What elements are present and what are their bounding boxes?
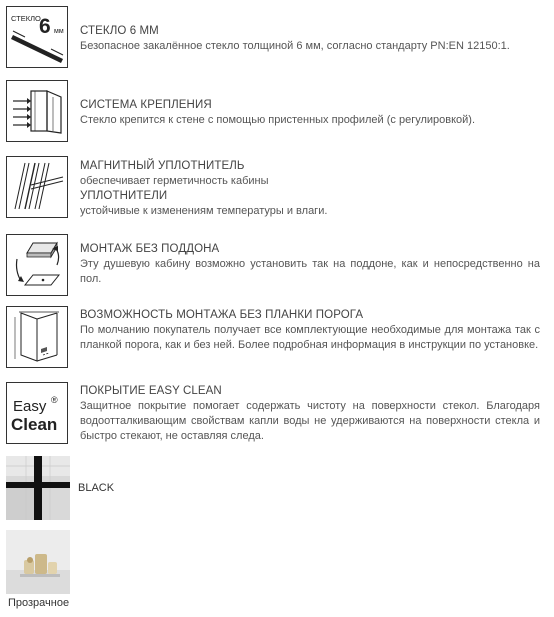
feature-title: ВОЗМОЖНОСТЬ МОНТАЖА БЕЗ ПЛАНКИ ПОРОГА — [80, 309, 364, 321]
easy-clean-icon — [6, 382, 68, 444]
swatch-label-transparent: Прозрачное — [8, 597, 70, 609]
feature-title: ПОКРЫТИЕ EASY CLEAN — [80, 385, 222, 397]
feature-description: По молчанию покупатель получает все комплектующие необходимые для монтажа так с планкой порога, как и без ней. Более подробная информация в инструкции по установке. — [80, 324, 540, 351]
glass-thickness-icon — [6, 6, 68, 68]
glass-number-text: 6 — [39, 15, 51, 38]
feature-title: МАГНИТНЫЙ УПЛОТНИТЕЛЬ — [80, 160, 245, 172]
no-threshold-icon — [6, 306, 68, 368]
easy-text: Easy — [13, 398, 47, 415]
feature-title: СТЕКЛО 6 ММ — [80, 25, 159, 37]
feature-description: Защитное покрытие помогает содержать чистоту на поверхности стекол. Благодаря водоотталкивающим свойствам капли воды не удерживаются на поверхности стекла и быстро стекают, не оставляя следа. — [80, 400, 540, 442]
black-profile-swatch[interactable] — [6, 456, 70, 520]
feature-subdescription: устойчивые к изменениям температуры и влаги. — [80, 205, 328, 217]
glass-unit-text: мм — [54, 28, 64, 35]
no-tray-mount-icon — [6, 234, 68, 296]
feature-description: Эту душевую кабину возможно установить так на поддоне, как и непосредственно на пол. — [80, 258, 540, 285]
feature-title: СИСТЕМА КРЕПЛЕНИЯ — [80, 99, 212, 111]
registered-mark: ® — [51, 395, 58, 405]
feature-description: Стекло крепится к стене с помощью пристенных профилей (с регулировкой). — [80, 114, 476, 126]
feature-description: Безопасное закалённое стекло толщиной 6 мм, согласно стандарту PN:EN 12150:1. — [80, 40, 510, 52]
transparent-glass-swatch[interactable] — [6, 530, 70, 594]
swatch-label-black: BLACK — [78, 482, 115, 494]
magnetic-seal-icon — [6, 156, 68, 218]
clean-text: Clean — [11, 415, 58, 434]
feature-title: МОНТАЖ БЕЗ ПОДДОНА — [80, 243, 220, 255]
wall-mount-icon — [6, 80, 68, 142]
feature-subtitle: УПЛОТНИТЕЛИ — [80, 190, 168, 202]
glass-word-text: СТЕКЛО — [11, 14, 41, 23]
feature-description: обеспечивает герметичность кабины — [80, 175, 269, 187]
